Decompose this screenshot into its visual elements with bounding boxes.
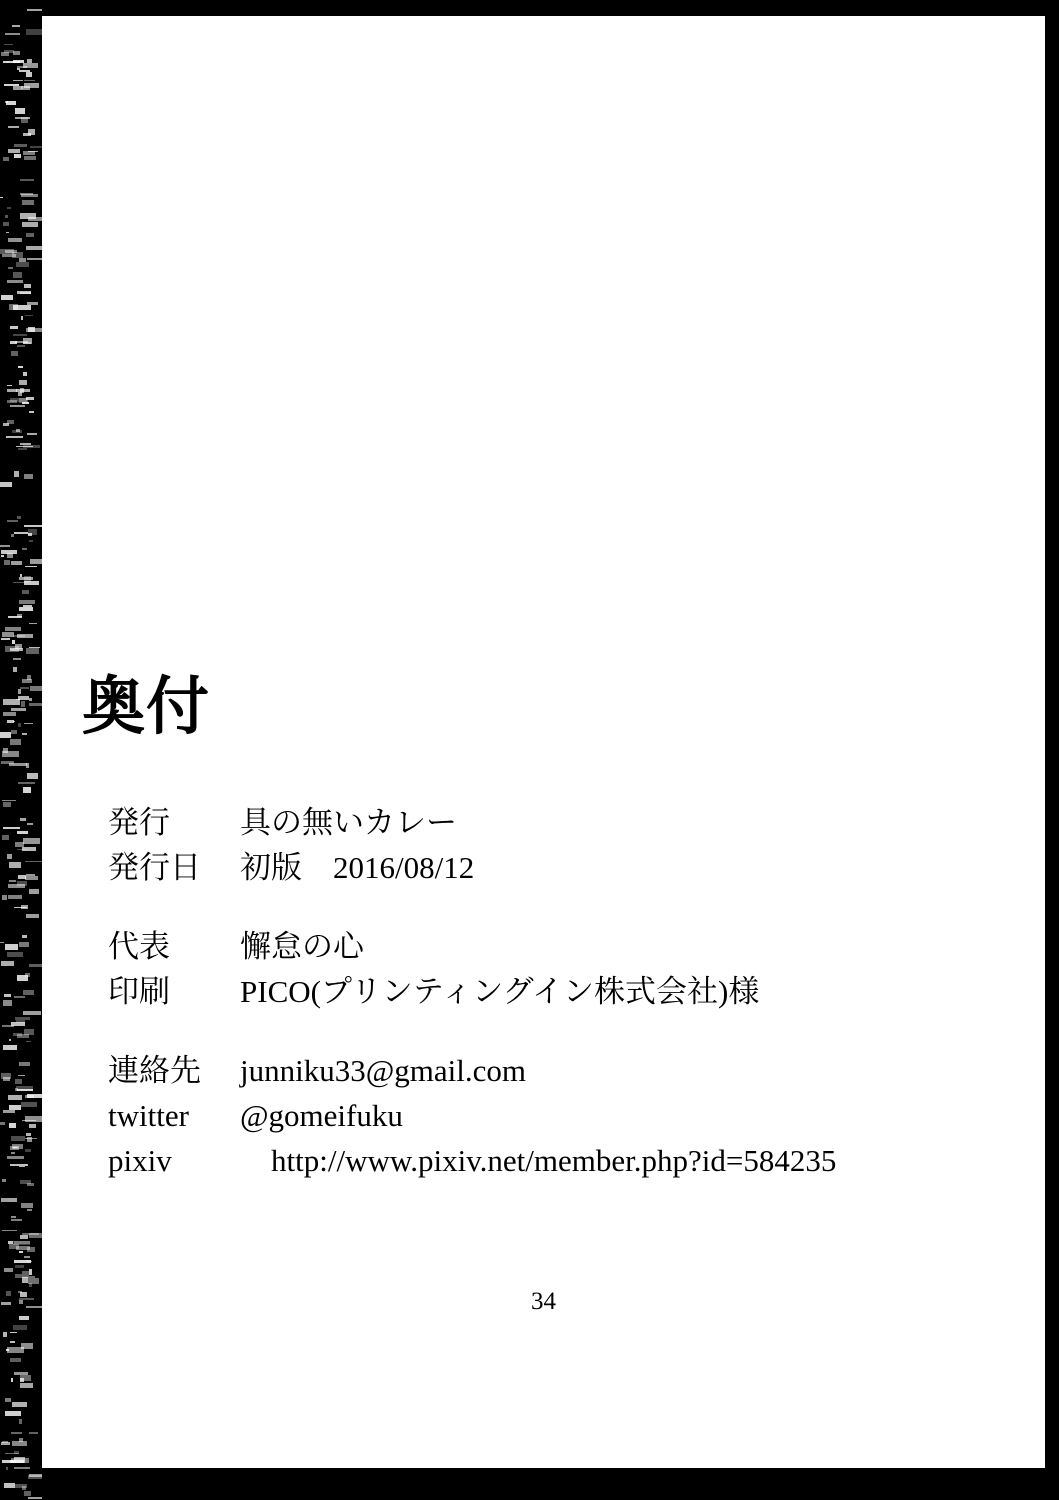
colophon-page xyxy=(42,16,1045,1468)
spacer xyxy=(108,1015,1024,1049)
colophon-row-value: @gomeifuku xyxy=(240,1097,403,1133)
colophon-row-value: PICO(プリンティングイン株式会社)様 xyxy=(240,973,760,1009)
colophon-content xyxy=(74,672,1024,1184)
colophon-row xyxy=(108,1094,1024,1139)
colophon-row-label: twitter xyxy=(108,1097,189,1133)
colophon-row-label: 印刷 xyxy=(108,973,170,1009)
colophon-row-label: 代表 xyxy=(108,928,170,964)
colophon-row-label: pixiv xyxy=(108,1142,172,1178)
colophon-row-value: http://www.pixiv.net/member.php?id=584235 xyxy=(240,1142,837,1178)
colophon-row xyxy=(108,1049,1024,1094)
colophon-row-value: 懈怠の心 xyxy=(240,928,364,964)
colophon-row xyxy=(108,925,1024,970)
colophon-row-value: 初版 2016/08/12 xyxy=(240,849,475,885)
colophon-row xyxy=(108,846,1024,891)
scan-edge-texture xyxy=(0,0,42,1500)
colophon-row xyxy=(108,970,1024,1015)
colophon-row-value: junniku33@gmail.com xyxy=(240,1052,526,1088)
colophon-row-label: 発行 xyxy=(108,805,170,840)
colophon-row-value: 具の無いカレー xyxy=(240,805,457,840)
page-title: 奥付 xyxy=(82,672,210,742)
spacer xyxy=(108,891,1024,925)
colophon-info-list xyxy=(108,801,1024,1184)
colophon-row xyxy=(108,801,1024,846)
colophon-row xyxy=(108,1139,1024,1184)
colophon-row-label: 発行日 xyxy=(108,849,201,885)
colophon-row-label: 連絡先 xyxy=(108,1052,201,1088)
page-number: 34 xyxy=(531,1288,556,1315)
